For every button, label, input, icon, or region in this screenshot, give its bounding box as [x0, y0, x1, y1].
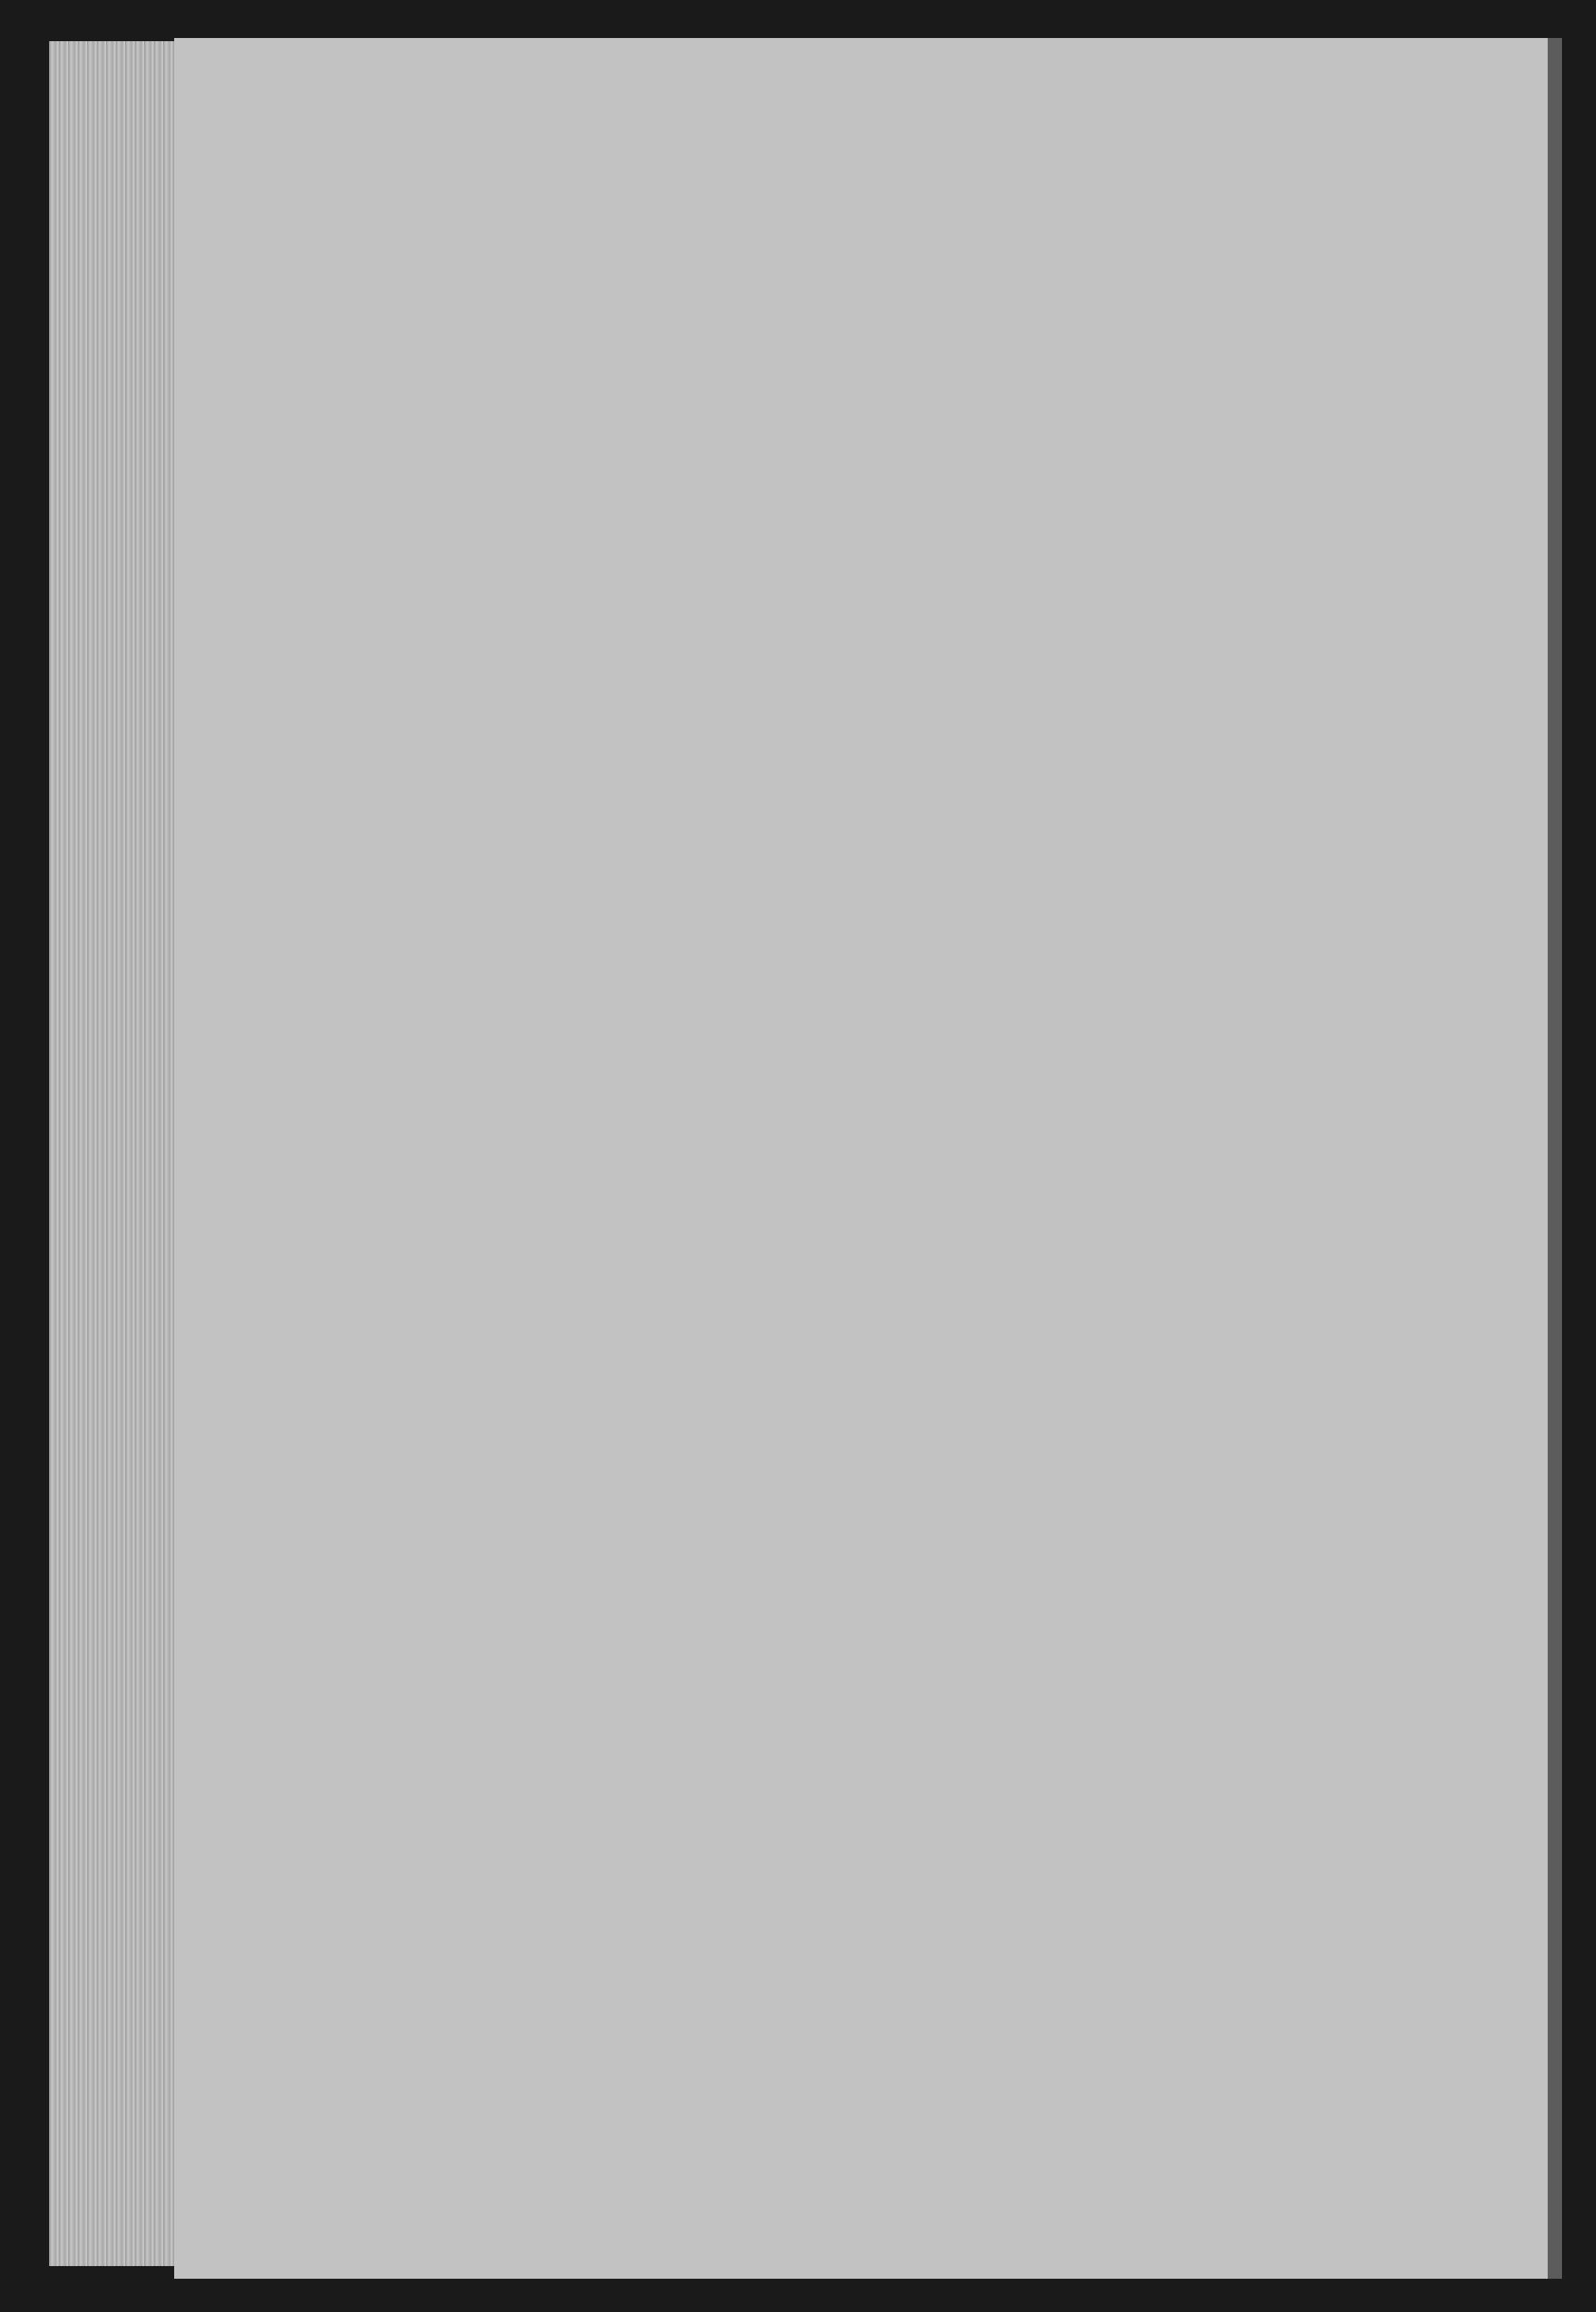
page-right-shadow [1548, 38, 1562, 2279]
page-sheet [174, 38, 1552, 2279]
book-page-edges [49, 41, 184, 2266]
